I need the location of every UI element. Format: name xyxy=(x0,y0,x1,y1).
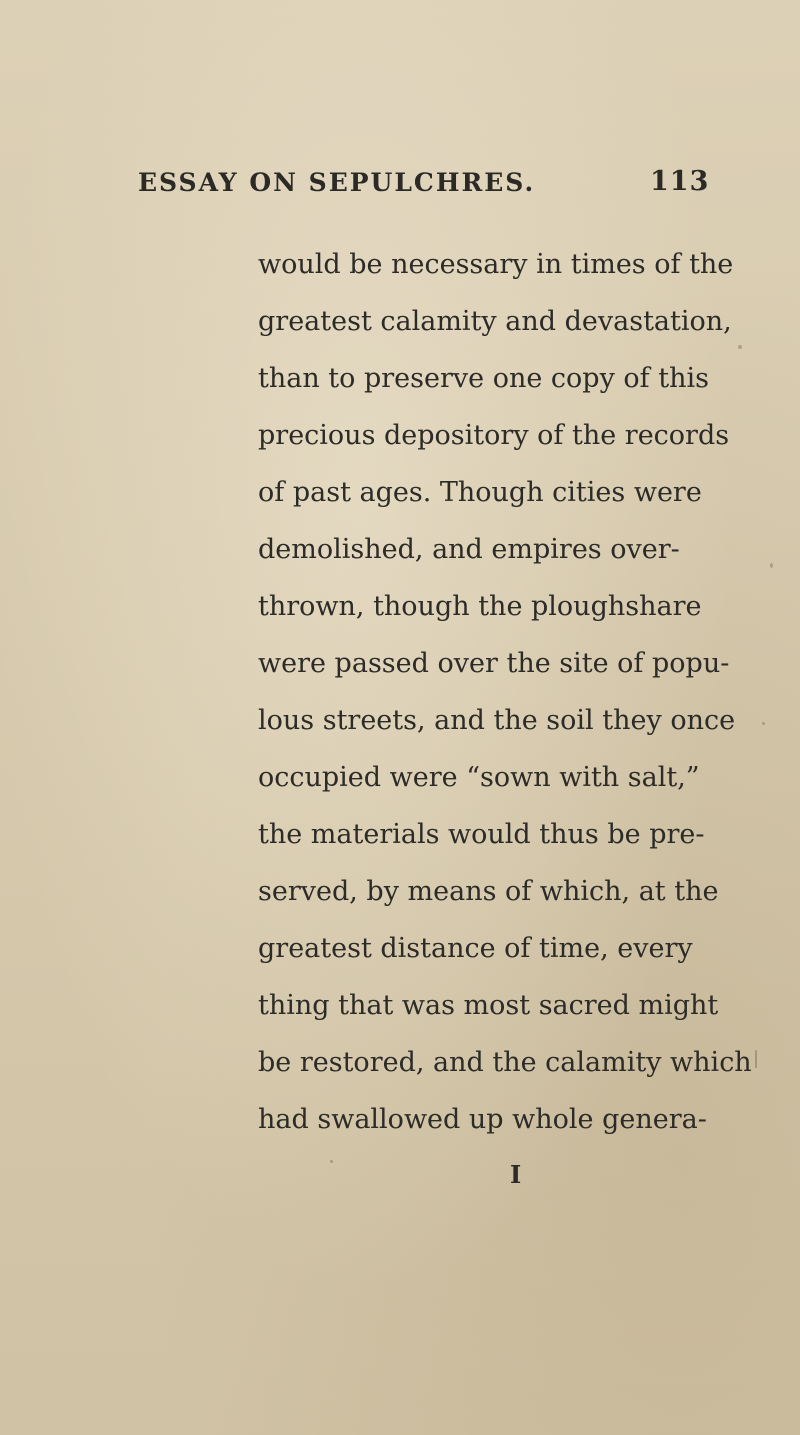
paper-blemish xyxy=(330,1160,333,1163)
paper-blemish xyxy=(738,345,742,349)
page-number: 113 xyxy=(650,166,710,197)
text-line: served, by means of which, at the xyxy=(258,876,719,907)
paper-blemish xyxy=(770,563,773,568)
text-line: the materials would thus be pre- xyxy=(258,819,705,850)
text-line: be restored, and the calamity which xyxy=(258,1047,752,1078)
text-line: would be necessary in times of the xyxy=(258,249,734,280)
text-line: precious depository of the records xyxy=(258,420,730,451)
text-line: of past ages. Though cities were xyxy=(258,477,702,508)
text-line: occupied were “sown with salt,” xyxy=(258,762,700,793)
text-line: demolished, and empires over- xyxy=(258,534,680,565)
text-line: lous streets, and the soil they once xyxy=(258,705,736,736)
text-line: greatest distance of time, every xyxy=(258,933,693,964)
running-head xyxy=(138,168,658,208)
text-line: than to preserve one copy of this xyxy=(258,363,709,394)
text-line: were passed over the site of popu- xyxy=(258,648,730,679)
text-line: greatest calamity and devastation, xyxy=(258,306,732,337)
paper-blemish xyxy=(755,1050,757,1068)
signature-mark: I xyxy=(510,1160,522,1189)
text-line: thrown, though the ploughshare xyxy=(258,591,702,622)
paper-blemish xyxy=(762,722,765,725)
text-line: thing that was most sacred might xyxy=(258,990,719,1021)
running-title: ESSAY ON SEPULCHRES. xyxy=(138,168,536,197)
body-text xyxy=(258,236,752,1148)
text-line: had swallowed up whole genera- xyxy=(258,1104,707,1135)
